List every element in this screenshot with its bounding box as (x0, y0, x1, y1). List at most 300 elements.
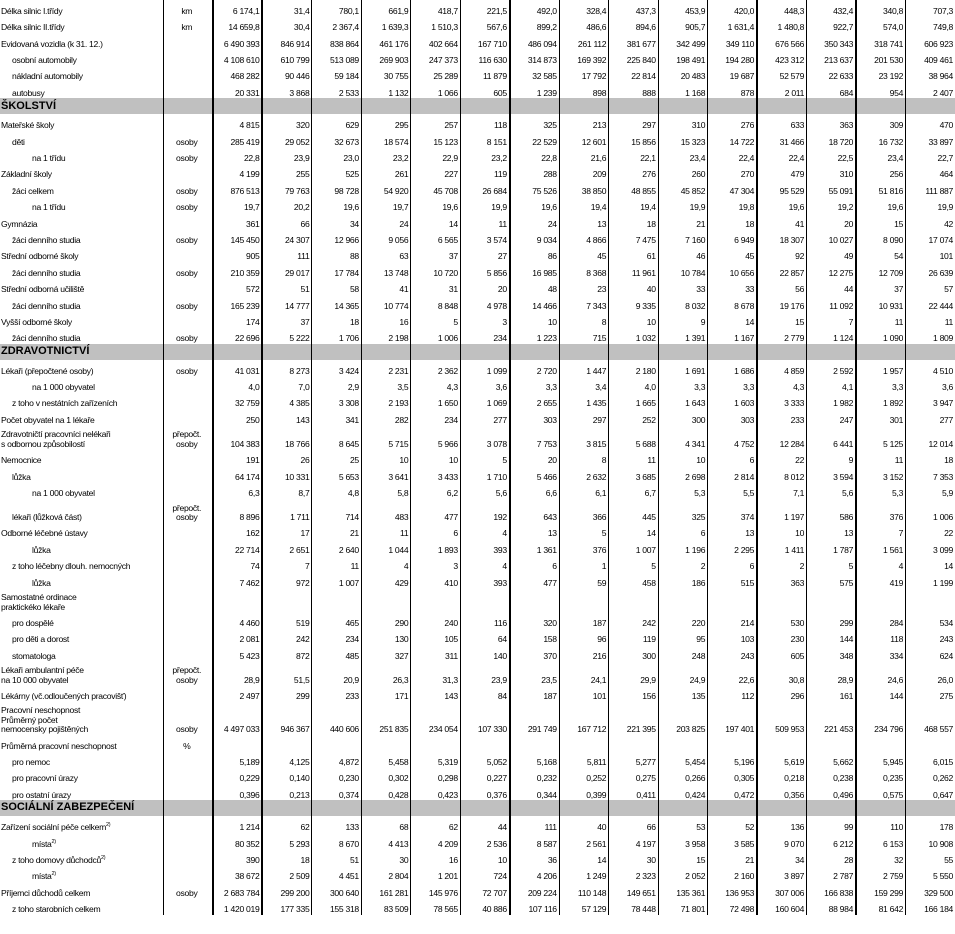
section-unit-cell (163, 800, 213, 816)
value-cell: 51 (262, 278, 311, 294)
row-label (0, 0, 163, 16)
row-label (0, 882, 163, 898)
value-cell: 186 (658, 572, 707, 588)
value-cell: 3,3 (856, 376, 905, 392)
value-cell: 8 368 (559, 262, 608, 278)
value-cell: 42 (906, 213, 955, 229)
value-cell: 1 480,8 (757, 16, 806, 32)
value-cell: 1 007 (312, 572, 361, 588)
value-cell: 3 585 (708, 833, 757, 849)
value-cell: 2 804 (361, 865, 410, 881)
value-cell: 2 779 (757, 327, 806, 343)
value-cell: 53 (658, 816, 707, 832)
value-cell: 1 391 (658, 327, 707, 343)
section-cell (361, 344, 410, 360)
value-cell: 191 (213, 449, 262, 465)
value-cell: 5 550 (906, 865, 955, 881)
value-cell: 155 318 (312, 898, 361, 914)
value-cell: 3,6 (906, 376, 955, 392)
value-cell: 6 565 (411, 229, 460, 245)
row-label-text: Příjemci důchodů celkem (1, 887, 91, 898)
value-cell: 4 (361, 555, 410, 571)
section-cell (510, 344, 559, 360)
value-cell: 1 223 (510, 327, 559, 343)
table-row (0, 131, 955, 147)
section-cell (361, 800, 410, 816)
value-cell: 276 (708, 114, 757, 130)
value-cell: 116 (460, 612, 509, 628)
value-cell: 2 509 (262, 865, 311, 881)
value-cell: 8 670 (312, 833, 361, 849)
table-row (0, 16, 955, 32)
value-cell (213, 735, 262, 751)
value-cell: 0,227 (460, 767, 509, 783)
value-cell: 111 (262, 245, 311, 261)
table-row (0, 425, 955, 449)
value-cell: 17 (262, 523, 311, 539)
value-cell: 18 (312, 311, 361, 327)
value-cell: 110 (856, 816, 905, 832)
value-cell: 23,2 (361, 147, 410, 163)
value-cell: 5 423 (213, 645, 262, 661)
value-cell: 350 343 (807, 33, 856, 49)
value-cell: 1 124 (807, 327, 856, 343)
unit-text: % (183, 740, 191, 751)
value-cell: 15 323 (658, 131, 707, 147)
value-cell: 8 032 (658, 295, 707, 311)
value-cell: 14 659,8 (213, 16, 262, 32)
value-cell: 20,9 (312, 661, 361, 685)
value-cell: 18 574 (361, 131, 410, 147)
value-cell: 7 475 (609, 229, 658, 245)
value-cell: 149 651 (609, 882, 658, 898)
section-cell (510, 800, 559, 816)
row-unit (163, 393, 213, 409)
value-cell: 19,6 (757, 196, 806, 212)
value-cell: 1 603 (708, 393, 757, 409)
value-cell: 4,1 (807, 376, 856, 392)
value-cell: 1 249 (559, 865, 608, 881)
value-cell: 19,6 (411, 196, 460, 212)
value-cell: 110 148 (559, 882, 608, 898)
row-unit (163, 588, 213, 612)
value-cell: 0,411 (609, 784, 658, 800)
value-cell: 9 (807, 449, 856, 465)
table-row (0, 409, 955, 425)
value-cell: 3 (411, 555, 460, 571)
value-cell: 780,1 (312, 0, 361, 16)
value-cell: 37 (262, 311, 311, 327)
section-cell (807, 344, 856, 360)
value-cell: 423 312 (757, 49, 806, 65)
section-cell (609, 344, 658, 360)
value-cell (460, 735, 509, 751)
value-cell: 192 (460, 499, 509, 523)
value-cell: 5,5 (708, 482, 757, 498)
value-cell: 18 307 (757, 229, 806, 245)
value-cell: 10 331 (262, 466, 311, 482)
value-cell: 78 565 (411, 898, 460, 914)
value-cell: 1 639,3 (361, 16, 410, 32)
value-cell: 20 483 (658, 66, 707, 82)
value-cell: 3 958 (658, 833, 707, 849)
value-cell: 4,8 (312, 482, 361, 498)
value-cell: 11 092 (807, 295, 856, 311)
row-label-text: Zařízení sociální péče celkem (1, 822, 106, 833)
value-cell: 2 561 (559, 833, 608, 849)
section-cell (361, 98, 410, 114)
row-unit (163, 66, 213, 82)
row-label (0, 735, 163, 751)
value-cell (757, 735, 806, 751)
row-label-text: pro nemoc (12, 756, 50, 767)
value-cell: 361 (213, 213, 262, 229)
value-cell: 22,8 (510, 147, 559, 163)
table-row (0, 555, 955, 571)
value-cell: 288 (510, 164, 559, 180)
value-cell: 2 367,4 (312, 16, 361, 32)
value-cell: 1 643 (658, 393, 707, 409)
unit-text: přepočt. (172, 502, 202, 513)
value-cell: 10 720 (411, 262, 460, 278)
section-cell (906, 800, 955, 816)
value-cell (807, 588, 856, 612)
value-cell: 112 (708, 685, 757, 701)
value-cell: 33 (658, 278, 707, 294)
value-cell: 3 078 (460, 425, 509, 449)
value-cell: 376 (856, 499, 905, 523)
value-cell: 21 (312, 523, 361, 539)
row-label-text: Mateřské školy (1, 120, 55, 131)
value-cell: 624 (906, 645, 955, 661)
value-cell: 201 530 (856, 49, 905, 65)
value-cell: 1 197 (757, 499, 806, 523)
row-label-text: na 1 třídu (32, 202, 66, 213)
value-cell: 6 949 (708, 229, 757, 245)
value-cell: 0,232 (510, 767, 559, 783)
value-cell: 10 656 (708, 262, 757, 278)
value-cell: 4 859 (757, 360, 806, 376)
value-cell: 24 307 (262, 229, 311, 245)
value-cell: 21 (658, 213, 707, 229)
value-cell: 64 (460, 629, 509, 645)
value-cell: 4 978 (460, 295, 509, 311)
value-cell: 24,6 (856, 661, 905, 685)
value-cell: 44 (460, 816, 509, 832)
value-cell: 894,6 (609, 16, 658, 32)
value-cell: 80 352 (213, 833, 262, 849)
value-cell: 5,458 (361, 751, 410, 767)
value-cell: 7 (262, 555, 311, 571)
value-cell: 284 (856, 612, 905, 628)
section-cell (213, 98, 262, 114)
value-cell (757, 588, 806, 612)
unit-text: osoby (176, 333, 198, 344)
value-cell: 23,5 (510, 661, 559, 685)
value-cell: 213 637 (807, 49, 856, 65)
value-cell: 51 (312, 849, 361, 865)
value-cell (807, 735, 856, 751)
value-cell: 242 (609, 612, 658, 628)
value-cell: 300 (658, 409, 707, 425)
table-row (0, 523, 955, 539)
value-cell: 209 224 (510, 882, 559, 898)
value-cell: 17 784 (312, 262, 361, 278)
section-cell (708, 800, 757, 816)
value-cell: 2 698 (658, 466, 707, 482)
row-unit (163, 262, 213, 278)
value-cell: 10 (361, 449, 410, 465)
value-cell: 393 (460, 572, 509, 588)
row-unit (163, 164, 213, 180)
row-label (0, 245, 163, 261)
value-cell: 23,4 (856, 147, 905, 163)
value-cell: 8 012 (757, 466, 806, 482)
value-cell: 1 892 (856, 393, 905, 409)
value-cell: 20 (807, 213, 856, 229)
value-cell: 2 011 (757, 82, 806, 98)
value-cell: 2 632 (559, 466, 608, 482)
value-cell: 11 (856, 449, 905, 465)
value-cell: 37 (411, 245, 460, 261)
row-label (0, 898, 163, 914)
table-row (0, 849, 955, 865)
row-unit (163, 645, 213, 661)
value-cell: 178 (906, 816, 955, 832)
unit-text: osoby (176, 185, 198, 196)
value-cell: 4 385 (262, 393, 311, 409)
value-cell: 381 677 (609, 33, 658, 49)
value-cell: 19,6 (312, 196, 361, 212)
row-unit (163, 0, 213, 16)
row-unit (163, 213, 213, 229)
value-cell: 299 (262, 685, 311, 701)
value-cell: 4 199 (213, 164, 262, 180)
value-cell: 17 074 (906, 229, 955, 245)
table-row (0, 645, 955, 661)
value-cell: 905,7 (658, 16, 707, 32)
value-cell: 586 (807, 499, 856, 523)
section-cell (807, 98, 856, 114)
value-cell: 5,3 (856, 482, 905, 498)
value-cell: 4 (856, 555, 905, 571)
section-header (0, 800, 955, 816)
value-cell: 1 007 (609, 539, 658, 555)
value-cell: 33 (708, 278, 757, 294)
unit-text: km (181, 22, 193, 33)
value-cell: 29 052 (262, 131, 311, 147)
value-cell: 145 976 (411, 882, 460, 898)
row-unit (163, 523, 213, 539)
value-cell: 445 (609, 499, 658, 523)
value-cell: 453,9 (658, 0, 707, 16)
value-cell: 1 561 (856, 539, 905, 555)
value-cell: 311 (411, 645, 460, 661)
row-label-text: na 1 000 obyvatel (32, 488, 95, 499)
section-cell (460, 800, 509, 816)
table-row (0, 0, 955, 16)
value-cell: 4 866 (559, 229, 608, 245)
row-label (0, 816, 163, 832)
value-cell: 95 (658, 629, 707, 645)
value-cell (312, 735, 361, 751)
row-label (0, 131, 163, 147)
value-cell: 393 (460, 539, 509, 555)
row-label (0, 360, 163, 376)
value-cell: 5 (559, 523, 608, 539)
value-cell: 169 392 (559, 49, 608, 65)
value-cell: 83 509 (361, 898, 410, 914)
value-cell: 5,662 (807, 751, 856, 767)
section-title: SOCIÁLNÍ ZABEZPEČENÍ (0, 800, 163, 816)
value-cell: 307 006 (757, 882, 806, 898)
value-cell: 166 184 (906, 898, 955, 914)
row-label (0, 33, 163, 49)
row-label-text: pro děti a dorost (12, 634, 70, 645)
value-cell: 366 (559, 499, 608, 523)
row-label-text: žáci denního studia (12, 300, 81, 311)
value-cell: 174 (213, 311, 262, 327)
value-cell: 18 (262, 849, 311, 865)
row-unit (163, 278, 213, 294)
value-cell: 5 856 (460, 262, 509, 278)
value-cell (411, 735, 460, 751)
section-cell (658, 800, 707, 816)
value-cell: 11 961 (609, 262, 658, 278)
value-cell: 899,2 (510, 16, 559, 32)
value-cell: 1 044 (361, 539, 410, 555)
value-cell: 296 (757, 685, 806, 701)
value-cell: 158 (510, 629, 559, 645)
value-cell: 390 (213, 849, 262, 865)
row-label (0, 114, 163, 130)
section-cell (312, 98, 361, 114)
value-cell: 10 774 (361, 295, 410, 311)
value-cell: 22 633 (807, 66, 856, 82)
value-cell: 22 814 (609, 66, 658, 82)
value-cell: 7 353 (906, 466, 955, 482)
value-cell: 575 (807, 572, 856, 588)
value-cell: 30 (361, 849, 410, 865)
value-cell: 18 766 (262, 425, 311, 449)
value-cell: 143 (411, 685, 460, 701)
value-cell: 11 (906, 311, 955, 327)
value-cell: 0,229 (213, 767, 262, 783)
value-cell: 12 601 (559, 131, 608, 147)
row-label-text: osobní automobily (12, 55, 77, 66)
value-cell: 140 (460, 645, 509, 661)
value-cell: 402 664 (411, 33, 460, 49)
value-cell: 250 (213, 409, 262, 425)
value-cell: 19,4 (609, 196, 658, 212)
section-cell (213, 800, 262, 816)
value-cell: 477 (411, 499, 460, 523)
value-cell: 22 (906, 523, 955, 539)
value-cell: 2 323 (609, 865, 658, 881)
value-cell: 11 (312, 555, 361, 571)
table-row (0, 33, 955, 49)
table-row (0, 702, 955, 735)
value-cell: 19,4 (559, 196, 608, 212)
row-label (0, 588, 163, 612)
value-cell: 11 (460, 213, 509, 229)
row-label-text: Evidovaná vozidla (k 31. 12.) (1, 38, 103, 49)
value-cell: 4,125 (262, 751, 311, 767)
value-cell: 633 (757, 114, 806, 130)
row-unit (163, 833, 213, 849)
value-cell: 922,7 (807, 16, 856, 32)
value-cell: 2 231 (361, 360, 410, 376)
value-cell: 15 (757, 311, 806, 327)
value-cell: 606 923 (906, 33, 955, 49)
table-row (0, 229, 955, 245)
value-cell: 5,619 (757, 751, 806, 767)
value-cell: 36 (510, 849, 559, 865)
value-cell: 24,1 (559, 661, 608, 685)
value-cell: 888 (609, 82, 658, 98)
value-cell: 101 (906, 245, 955, 261)
value-cell: 486,6 (559, 16, 608, 32)
value-cell: 468 557 (906, 702, 955, 735)
value-cell: 461 176 (361, 33, 410, 49)
value-cell: 5 (460, 449, 509, 465)
table-row (0, 751, 955, 767)
value-cell: 5 466 (510, 466, 559, 482)
value-cell: 10 908 (906, 833, 955, 849)
value-cell: 16 732 (856, 131, 905, 147)
value-cell: 3 308 (312, 393, 361, 409)
value-cell: 234 (312, 629, 361, 645)
row-label-text: z toho starobních celkem (12, 904, 101, 915)
unit-text: osoby (176, 674, 198, 685)
value-cell: 525 (312, 164, 361, 180)
value-cell (460, 588, 509, 612)
value-cell: 479 (757, 164, 806, 180)
row-label-text: lékaři (lůžková část) (12, 512, 82, 523)
value-cell: 203 825 (658, 702, 707, 735)
value-cell: 465 (312, 612, 361, 628)
value-cell: 4 206 (510, 865, 559, 881)
unit-text: osoby (176, 202, 198, 213)
value-cell: 269 903 (361, 49, 410, 65)
value-cell: 143 (262, 409, 311, 425)
section-cell (906, 344, 955, 360)
value-cell: 6 490 393 (213, 33, 262, 49)
value-cell: 0,305 (708, 767, 757, 783)
value-cell: 194 280 (708, 49, 757, 65)
value-cell: 33 897 (906, 131, 955, 147)
value-cell: 13 (708, 523, 757, 539)
value-cell: 1 893 (411, 539, 460, 555)
value-cell: 96 (559, 629, 608, 645)
value-cell: 2 160 (708, 865, 757, 881)
footnote-marker: 2) (51, 871, 56, 878)
row-unit (163, 360, 213, 376)
value-cell: 0,238 (807, 767, 856, 783)
value-cell: 62 (262, 816, 311, 832)
row-unit (163, 572, 213, 588)
row-label-text: Střední odborné školy (1, 251, 79, 262)
value-cell (658, 588, 707, 612)
value-cell: 23,4 (658, 147, 707, 163)
value-cell: 878 (708, 82, 757, 98)
value-cell: 2 655 (510, 393, 559, 409)
value-cell: 299 200 (262, 882, 311, 898)
value-cell: 41 (757, 213, 806, 229)
value-cell: 1 032 (609, 327, 658, 343)
row-unit (163, 784, 213, 800)
value-cell: 51,5 (262, 661, 311, 685)
